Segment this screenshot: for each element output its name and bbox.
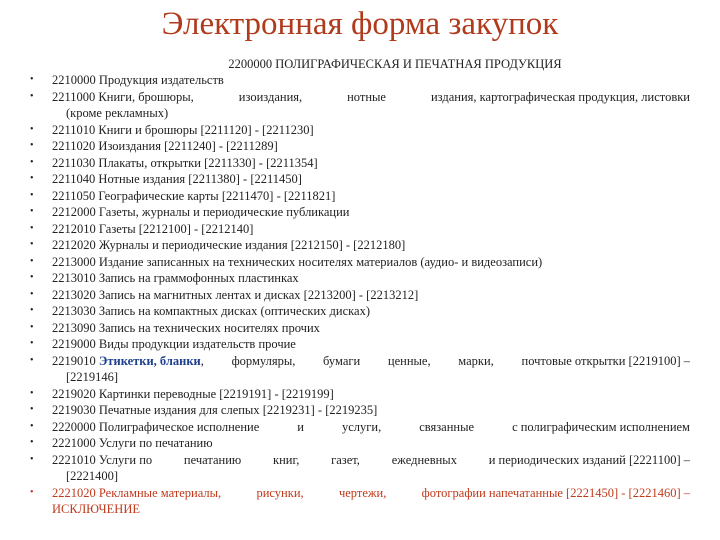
item-continuation: (кроме рекламных)	[66, 106, 169, 120]
bullet-icon: •	[30, 173, 34, 184]
item-word: формуляры,	[231, 353, 296, 368]
bullet-icon: •	[30, 74, 34, 85]
classification-list	[0, 72, 720, 518]
item-code: 2219010	[52, 353, 96, 368]
list-item-excluded	[0, 485, 720, 518]
item-text: 2211020 Изоиздания [2211240] - [2211289]	[52, 139, 278, 153]
item-word: ежедневных	[391, 452, 457, 467]
bullet-icon: •	[30, 123, 34, 135]
bullet-icon: •	[30, 272, 34, 283]
item-word: рисунки,	[256, 485, 304, 500]
bullet-icon: •	[30, 255, 34, 267]
highlighted-text: Этикетки, бланки	[98, 353, 201, 368]
item-continuation: [2219146]	[66, 370, 119, 384]
item-word: и периодических изданий [2221100] –	[488, 452, 690, 467]
bullet-icon: •	[30, 321, 34, 333]
bullet-icon: •	[30, 222, 34, 234]
page-title: Электронная форма закупок	[161, 6, 559, 42]
list-item	[0, 89, 720, 122]
item-word: 2211000 Книги, брошюры,	[52, 89, 194, 104]
list-item	[0, 419, 720, 436]
item-word: и	[297, 419, 304, 434]
item-text-line	[52, 419, 690, 436]
item-text: 2213010 Запись на граммофонных пластинках	[52, 271, 299, 285]
bullet-icon: •	[30, 404, 34, 415]
item-text: 2219030 Печатные издания для слепых [2219231] - [2219235]	[52, 403, 378, 417]
item-word: газет,	[331, 452, 360, 467]
item-word: 2221020 Рекламные материалы,	[52, 485, 222, 500]
list-item	[0, 353, 720, 386]
item-text-line	[52, 353, 690, 370]
bullet-icon: •	[30, 90, 34, 102]
item-text: 2211050 Географические карты [2211470] - [2211821]	[52, 188, 336, 203]
bullet-icon: •	[30, 453, 34, 465]
list-item	[0, 270, 720, 287]
bullet-icon: •	[30, 354, 34, 366]
item-continuation: [2221400]	[66, 469, 119, 483]
item-word: марки,	[458, 353, 494, 368]
exclusion-label: ИСКЛЮЧЕНИЕ	[52, 502, 141, 516]
item-text: 2212020 Журналы и периодические издания [2212150] - [2212180]	[52, 238, 406, 252]
item-word: нотные	[347, 89, 386, 104]
item-word: почтовые открытки [2219100] –	[521, 353, 690, 368]
item-text: 2213020 Запись на магнитных лентах и дисках [2213200] - [2213212]	[52, 287, 419, 302]
item-word: фотографии напечатанные [2221450] - [2221460] –	[421, 485, 690, 500]
list-item	[0, 171, 720, 188]
item-text: 2213030 Запись на компактных дисках (оптических дисках)	[52, 304, 370, 318]
section-heading: 2200000 ПОЛИГРАФИЧЕСКАЯ И ПЕЧАТНАЯ ПРОДУКЦИЯ	[228, 57, 562, 71]
list-item	[0, 386, 720, 403]
item-word: с полиграфическим исполнением	[512, 419, 690, 434]
item-text-line	[52, 485, 690, 502]
item-word: ,	[200, 353, 204, 368]
item-word: издания, картографическая продукция, листовки	[430, 89, 690, 104]
list-item	[0, 452, 720, 485]
item-word: услуги,	[341, 419, 382, 434]
item-text: 2211030 Плакаты, открытки [2211330] - [2211354]	[52, 155, 318, 170]
item-text: 2221000 Услуги по печатанию	[52, 436, 213, 450]
bullet-icon: •	[30, 338, 34, 349]
list-item	[0, 122, 720, 139]
bullet-icon: •	[30, 420, 34, 432]
item-text: 2219020 Картинки переводные [2219191] - [2219199]	[52, 386, 334, 401]
item-text-line	[52, 89, 690, 106]
item-text: 2210000 Продукция издательств	[52, 73, 224, 87]
bullet-icon: •	[30, 140, 34, 151]
list-item	[0, 188, 720, 205]
item-word: ценные,	[387, 353, 431, 368]
item-lead	[52, 353, 204, 370]
list-item	[0, 237, 720, 254]
bullet-icon: •	[30, 239, 34, 250]
item-text: 2219000 Виды продукции издательств прочие	[52, 337, 296, 351]
list-item	[0, 402, 720, 419]
list-item	[0, 138, 720, 155]
list-item	[0, 254, 720, 271]
bullet-icon: •	[30, 387, 34, 399]
list-item	[0, 221, 720, 238]
item-word: чертежи,	[338, 485, 387, 500]
list-item	[0, 336, 720, 353]
item-text-line	[52, 452, 690, 469]
item-word: печатанию	[183, 452, 242, 467]
bullet-icon: •	[30, 206, 34, 217]
bullet-icon: •	[30, 288, 34, 300]
bullet-icon: •	[30, 486, 34, 498]
bullet-icon: •	[30, 437, 34, 448]
bullet-icon: •	[30, 156, 34, 168]
item-word: 2221010 Услуги по	[52, 452, 153, 467]
bullet-icon: •	[30, 305, 34, 316]
list-item	[0, 303, 720, 320]
list-item	[0, 155, 720, 172]
item-word: книг,	[273, 452, 300, 467]
list-item	[0, 72, 720, 89]
item-word: 2220000 Полиграфическое исполнение	[52, 419, 260, 434]
item-text: 2213000 Издание записанных на технических носителях материалов (аудио- и видеозаписи)	[52, 254, 543, 269]
list-item	[0, 320, 720, 337]
item-word: связанные	[419, 419, 475, 434]
item-text: 2212000 Газеты, журналы и периодические публикации	[52, 205, 350, 219]
list-item	[0, 435, 720, 452]
item-text: 2212010 Газеты [2212100] - [2212140]	[52, 221, 254, 236]
item-text: 2213090 Запись на технических носителях прочих	[52, 320, 320, 335]
item-word: изоиздания,	[238, 89, 303, 104]
list-item	[0, 204, 720, 221]
item-text: 2211010 Книги и брошюры [2211120] - [2211230]	[52, 122, 314, 137]
item-word: бумаги	[323, 353, 361, 368]
list-item	[0, 287, 720, 304]
bullet-icon: •	[30, 189, 34, 201]
item-text: 2211040 Нотные издания [2211380] - [2211450]	[52, 172, 302, 186]
